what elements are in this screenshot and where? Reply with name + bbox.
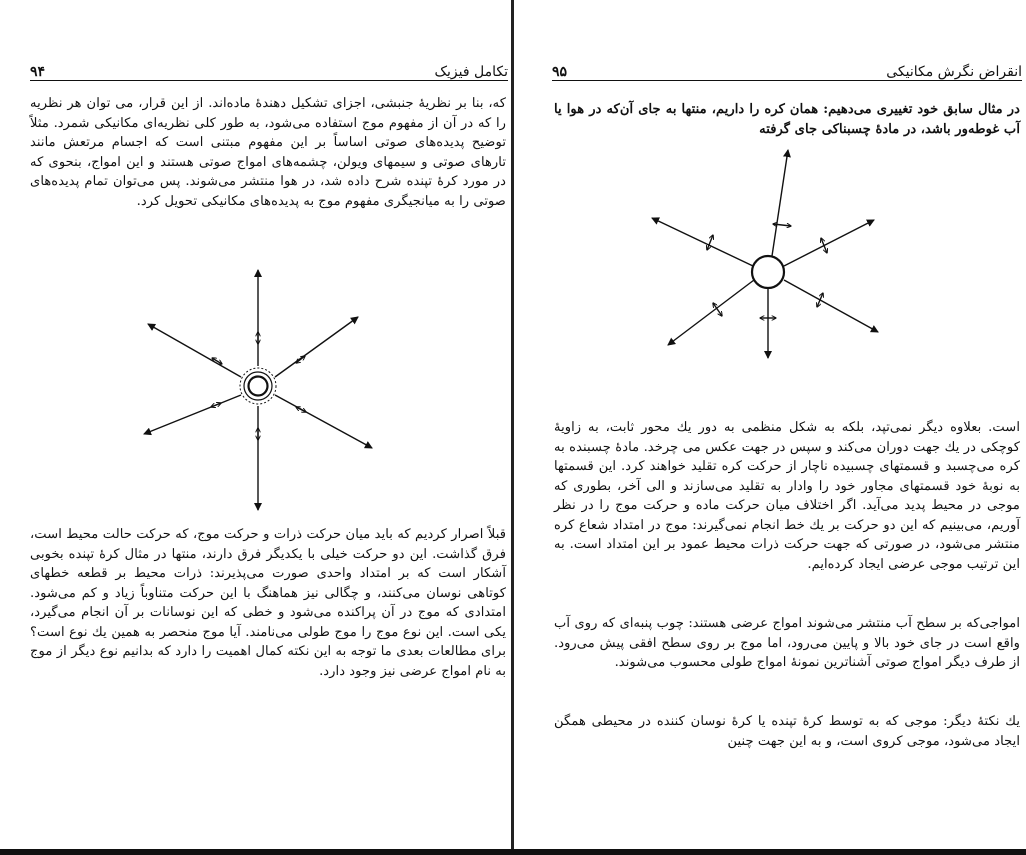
- left-paragraph-1: که، بنا بر نظریهٔ جنبشی، اجزای تشکیل دهندهٔ ماده‌اند. از این قرار، می توان هر نظریه را که در آن از مفهوم موج استفاده می‌شود، به طور کلی نظریه‌ای مکانیکی شمرد. مثلاً توضیح پدیده‌های صوتی اساساً بر این مفهوم مبتنی است که اجسام مرتعش مانند تارهای صوتی و سیمهای ویولن، چشمه‌های امواج صوتی هستند و این امواج، بنحوی که در مورد کرهٔ تپنده شرح داده شد، در هوا منتشر می‌شوند. پس می‌توان تمام پدیده‌های صوتی را به میانجیگری مفهوم موج به پدیده‌های مکانیکی تحویل کرد.: [30, 96, 506, 209]
- left-running-title: تکامل فیزیک: [434, 64, 508, 80]
- right-paragraph-3: امواجی‌که بر سطح آب منتشر می‌شوند امواج عرضی هستند: چوب‌ پنبه‌ای که روی آب واقع است در جای خود بالا و پایین می‌رود، اما موج بر روی سطح افقی پیش می‌رود. از طرف دیگر امواج صوتی آشناترین نمونهٔ امواج طولی محسوب می‌شوند.: [554, 616, 1020, 670]
- left-page-number: ۹۴: [30, 64, 46, 80]
- right-paragraph-4: یك نکتهٔ دیگر: موجی که به توسط کرهٔ تپنده یا کرهٔ نوسان کننده در محیطی همگن ایجاد می‌شود، موجی کروی است، و به این جهت چنین: [554, 714, 1020, 749]
- left-page: [0, 0, 512, 855]
- left-paragraph-2: قبلاً اصرار کردیم که باید میان حرکت ذرات و حرکت موج، که حرکت حالت محیط است، فرق گذاشت. این دو حرکت خیلی با یکدیگر فرق دارند، منتها در مثال کرهٔ تپنده بخوبی آشکار است که بر امتداد واحدی صورت می‌پذیرند: ذرات محیط بر قطعه خطهای کوتاهی نوسان می‌کنند، و چگالی نیز هماهنگ با این حرکت متناوباً زیاد و کم می‌شود. امتدادی که موج در آن پراکنده می‌شود و خطی که این نوسانات بر آن انجام می‌گیرد، یکی است. این نوع موج را موج طولی می‌نامند. آیا موج منحصر به همین یك نوع است؟ برای مطالعات بعدی ما توجه به این نکته کمال اهمیت را دارد که بدانیم نوع دیگر از موج به نام امواج عرضی نیز وجود دارد.: [30, 527, 506, 679]
- right-paragraph-2: است. بعلاوه دیگر نمی‌تپد، بلکه به شکل منظمی به دور یك محور ثابت، به زاویهٔ کوچکی در یك جهت دوران می‌کند و سپس در جهت عکس می چرخد. مادهٔ چسبنده به کره می‌چسبد و قسمتهای چسبیده ناچار از حرکت کره تقلید خواهند کرد. این قسمتها به نوبهٔ خود قسمتهای مجاور خود را وادار به تقلید می‌سازند و الی آخر، بطوری که موجی در محیط پدید می‌آید. اگر اختلاف میان حرکت ماده و حرکت موج را در نظر آوریم، می‌بینیم که این دو حرکت بر یك خط انجام نمی‌گیرند: موج در امتداد شعاع کره منتشر می‌شود، در صورتی که جهت حرکت ذرات محیط عمود بر این امتداد است. به این ترتیب موجی عرضی ایجاد کرده‌ایم.: [554, 420, 1020, 572]
- right-page: [514, 0, 1026, 855]
- scan-bottom-edge: [0, 849, 1026, 855]
- oscillating-sphere-transverse-wave-diagram-icon: [640, 140, 890, 362]
- right-page-header: [552, 58, 1022, 81]
- right-running-title: انقراض نگرش مکانیکی: [886, 64, 1022, 80]
- pulsating-sphere-longitudinal-wave-diagram-icon: [130, 262, 390, 517]
- right-page-number: ۹۵: [552, 64, 568, 80]
- left-page-header: [30, 58, 508, 81]
- right-paragraph-1: در مثال سابق خود تغییری می‌دهیم: همان کره را داریم، منتها به جای آن‌که در هوا یا آب غوطه‌ور باشد، در مادهٔ چسبناکی جای گرفته: [554, 102, 1020, 137]
